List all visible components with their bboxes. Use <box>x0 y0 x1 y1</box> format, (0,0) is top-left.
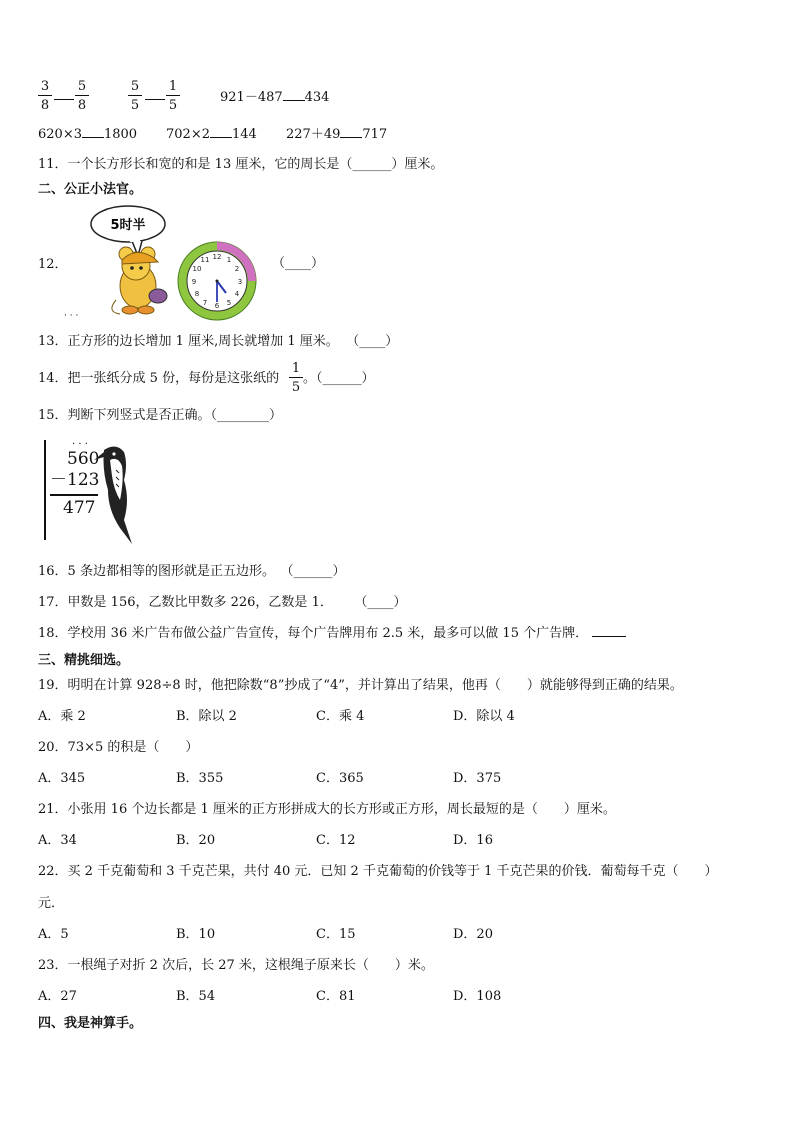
compare-expression: 921－487 434 <box>220 90 330 105</box>
option-a[interactable]: A．5 <box>38 927 69 942</box>
dots-mark: · · · <box>64 311 79 321</box>
question-16: 16．5 条边都相等的图形就是正五边形。 （______） <box>38 564 346 579</box>
compare-blank[interactable] <box>145 99 165 100</box>
answer-paren[interactable]: （______） <box>286 564 346 579</box>
calc-result: 477 <box>63 498 96 518</box>
svg-text:4: 4 <box>234 290 240 298</box>
svg-text:12: 12 <box>212 253 222 261</box>
option-b[interactable]: B．54 <box>176 989 216 1004</box>
question-15: 15．判断下列竖式是否正确。（________） <box>38 408 283 423</box>
fraction-1-5: $\frac{1}{5}$ <box>166 80 180 112</box>
answer-blank[interactable] <box>592 636 626 637</box>
question-12-number: 12． <box>38 257 68 272</box>
svg-text:11: 11 <box>200 256 210 264</box>
option-d[interactable]: D．375 <box>453 771 502 786</box>
svg-text:5: 5 <box>226 299 232 307</box>
option-b[interactable]: B．20 <box>176 833 216 848</box>
compare-blank[interactable] <box>283 100 305 101</box>
option-c[interactable]: C．12 <box>316 833 356 848</box>
mouse-icon <box>112 247 167 314</box>
answer-paren[interactable]: （____） <box>352 334 399 349</box>
section-heading-2: 二、公正小法官。 <box>38 182 143 197</box>
question-21: 21．小张用 16 个边长都是 1 厘米的正方形拼成大的长方形或正方形，周长最短的是（ ）厘米。 <box>38 802 616 817</box>
option-a[interactable]: A．27 <box>38 989 77 1004</box>
question-11: 11．一个长方形长和宽的和是 13 厘米，它的周长是（______）厘米。 <box>38 157 444 172</box>
fraction-5-5: $\frac{5}{5}$ <box>128 80 142 112</box>
option-b[interactable]: B．355 <box>176 771 224 786</box>
fraction-5-8: $\frac{5}{8}$ <box>75 80 89 112</box>
question-22: 22．买 2 千克葡萄和 3 千克芒果，共付 40 元．已知 2 千克葡萄的价钱等于 1 千克芒果的价钱．葡萄每千克（ ） <box>38 864 718 879</box>
option-c[interactable]: C．乘 4 <box>316 709 365 724</box>
question-18: 18．学校用 36 米广告布做公益广告宣传，每个广告牌用布 2.5 米，最多可以做 15 个广告牌． <box>38 627 626 640</box>
bubble-text: 5时半 <box>110 218 146 233</box>
option-d[interactable]: D．除以 4 <box>453 709 515 724</box>
option-d[interactable]: D．16 <box>453 833 493 848</box>
clock-illustration <box>88 200 273 322</box>
option-c[interactable]: C．81 <box>316 989 356 1004</box>
question-13: 13．正方形的边长增加 1 厘米,周长就增加 1 厘米。 （____） <box>38 334 399 349</box>
option-a[interactable]: A．345 <box>38 771 86 786</box>
option-c[interactable]: C．15 <box>316 927 356 942</box>
option-a[interactable]: A．34 <box>38 833 77 848</box>
compare-blank[interactable] <box>82 137 104 138</box>
carry-dots: · · · <box>72 439 88 450</box>
svg-text:10: 10 <box>192 265 202 273</box>
answer-paren[interactable]: （____） <box>360 595 407 610</box>
answer-paren[interactable]: （____） <box>272 256 325 271</box>
question-20: 20．73×5 的积是（ ） <box>38 740 199 755</box>
question-23: 23．一根绳子对折 2 次后，长 27 米，这根绳子原来长（ ）米。 <box>38 958 434 973</box>
option-a[interactable]: A．乘 2 <box>38 709 86 724</box>
calc-subtrahend: －123 <box>50 470 100 490</box>
calc-line <box>50 494 98 496</box>
compare-expression: 702×2 144 <box>166 127 257 142</box>
section-heading-4: 四、我是神算手。 <box>38 1016 143 1031</box>
fraction-1-5: $\frac{1}{5}$ <box>289 362 303 394</box>
svg-text:2: 2 <box>234 265 240 273</box>
question-22-cont: 元． <box>38 896 65 911</box>
option-c[interactable]: C．365 <box>316 771 364 786</box>
calc-left-bar <box>44 440 46 540</box>
clock-face <box>178 242 256 320</box>
section-heading-3: 三、精挑细选。 <box>38 653 130 668</box>
option-d[interactable]: D．108 <box>453 989 502 1004</box>
fraction-3-8: $\frac{3}{8}$ <box>38 80 52 112</box>
answer-paren[interactable]: 。（______） <box>303 371 375 386</box>
question-19: 19．明明在计算 928÷8 时，他把除数“8”抄成了“4”，并计算出了结果，他再（ ）就能够得到正确的结果。 <box>38 678 683 693</box>
option-d[interactable]: D．20 <box>453 927 493 942</box>
compare-expression: 620×3 1800 <box>38 127 138 142</box>
woodpecker-icon <box>94 440 138 546</box>
compare-expression: 227＋49 717 <box>286 127 388 142</box>
svg-text:9: 9 <box>191 278 197 286</box>
svg-text:7: 7 <box>202 299 208 307</box>
option-b[interactable]: B．10 <box>176 927 216 942</box>
question-14-text: 14．把一张纸分成 5 份，每份是这张纸的 <box>38 371 280 386</box>
svg-text:3: 3 <box>237 278 243 286</box>
compare-blank[interactable] <box>340 137 362 138</box>
calc-minuend: 560 <box>67 449 100 469</box>
question-17: 17．甲数是 156，乙数比甲数多 226，乙数是 1． （____） <box>38 595 407 610</box>
option-b[interactable]: B．除以 2 <box>176 709 237 724</box>
svg-text:6: 6 <box>214 302 220 310</box>
svg-text:8: 8 <box>194 290 200 298</box>
compare-blank[interactable] <box>54 99 74 100</box>
svg-text:1: 1 <box>226 256 232 264</box>
compare-blank[interactable] <box>210 137 232 138</box>
